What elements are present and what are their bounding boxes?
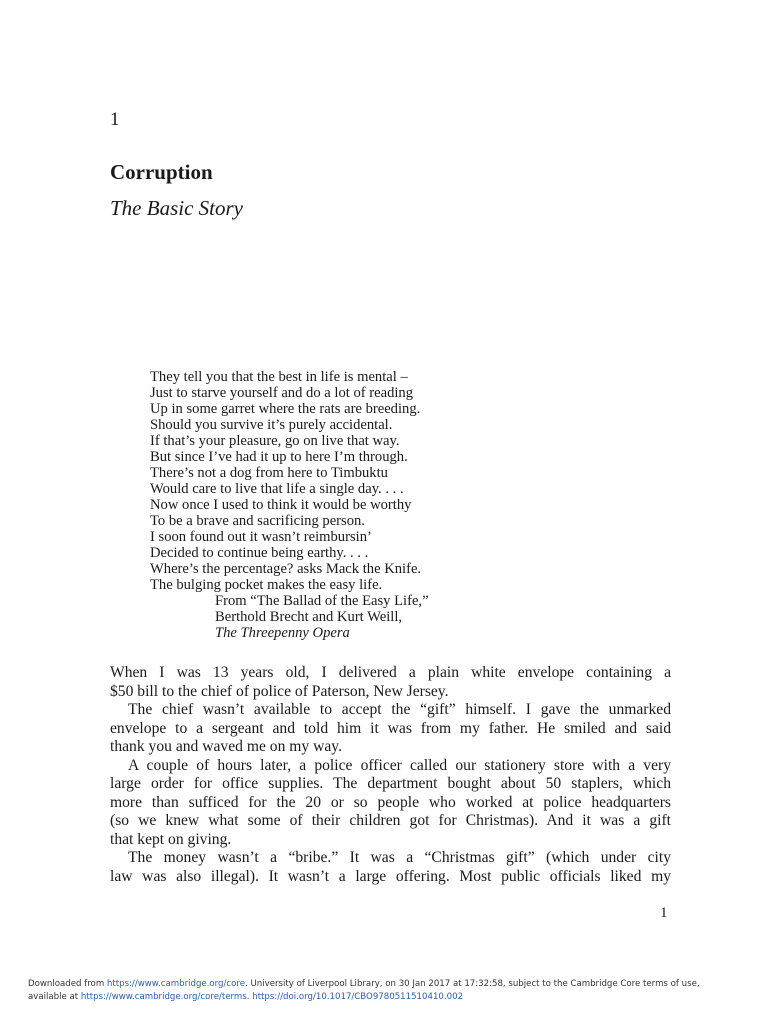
attribution-source: From “The Ballad of the Easy Life,” [215,593,429,609]
chapter-number: 1 [110,109,120,130]
footer-line-2 [28,991,758,1004]
epigraph-line: There’s not a dog from here to Timbuktu [150,465,388,481]
epigraph-line: Where’s the percentage? asks Mack the Knife. [150,561,422,577]
core-link[interactable]: https://www.cambridge.org/core [106,979,246,989]
footer-line-1 [28,978,758,991]
epigraph-line: Would care to live that life a single day. . . . [150,481,404,497]
doi-link[interactable]: https://doi.org/10.1017/CBO9780511510410.002 [252,992,464,1002]
chapter-title: Corruption [110,160,213,184]
body-line: When I was 13 years old, I delivered a plain white envelope containing a [110,664,671,681]
body-line: large order for office supplies. The department bought about 50 staplers, which [110,775,671,792]
body-line: thank you and waved me on my way. [110,738,342,755]
epigraph-line: I soon found out it wasn’t reimbursin’ [150,529,372,545]
epigraph-line: Decided to continue being earthy. . . . [150,545,369,561]
footer-access-info: . University of Liverpool Library, on 30 Jan 2017 at 17:32:58, subject to the Cambridge Core terms of use, [245,979,700,989]
body-line: law was also illegal). It wasn’t a large offering. Most public officials liked my [110,867,671,885]
page-number: 1 [660,905,668,921]
chapter-subtitle: The Basic Story [110,196,243,220]
attribution-work-title: The Threepenny Opera [215,625,350,641]
terms-link[interactable]: https://www.cambridge.org/core/terms [80,992,247,1002]
footer-separator: . [246,992,253,1002]
footer-available-at: available at [28,992,81,1002]
epigraph-line: Up in some garret where the rats are breeding. [150,401,421,417]
epigraph-line: Just to starve yourself and do a lot of reading [150,385,414,401]
attribution-authors: Berthold Brecht and Kurt Weill, [215,609,403,625]
body-text [110,664,671,886]
body-line: more than sufficed for the 20 or so people who worked at police headquarters [110,793,671,811]
body-line: (so we knew what some of their children got for Christmas). And it was a gift [110,812,671,829]
epigraph-line: But since I’ve had it up to here I’m through. [150,449,408,465]
epigraph-attribution [215,593,429,641]
body-line: envelope to a sergeant and told him it was from my father. He smiled and said [110,719,671,737]
epigraph-line: Should you survive it’s purely accidental. [150,417,393,433]
body-line: The money wasn’t a “bribe.” It was a “Christmas gift” (which under city [128,849,671,866]
epigraph-line: To be a brave and sacrificing person. [150,513,365,529]
footer-downloaded-from: Downloaded from [28,979,107,989]
body-line: that kept on giving. [110,830,232,848]
body-line: $50 bill to the chief of police of Paterson, New Jersey. [110,682,449,700]
epigraph-line: Now once I used to think it would be worthy [150,497,412,513]
epigraph [150,369,421,593]
epigraph-line: They tell you that the best in life is mental – [150,369,408,385]
epigraph-line: If that’s your pleasure, go on live that way. [150,433,400,449]
body-line: The chief wasn’t available to accept the “gift” himself. I gave the unmarked [128,701,671,718]
body-line: A couple of hours later, a police officer called our stationery store with a very [128,756,671,774]
epigraph-line: The bulging pocket makes the easy life. [150,577,383,593]
download-footer [28,978,758,1004]
